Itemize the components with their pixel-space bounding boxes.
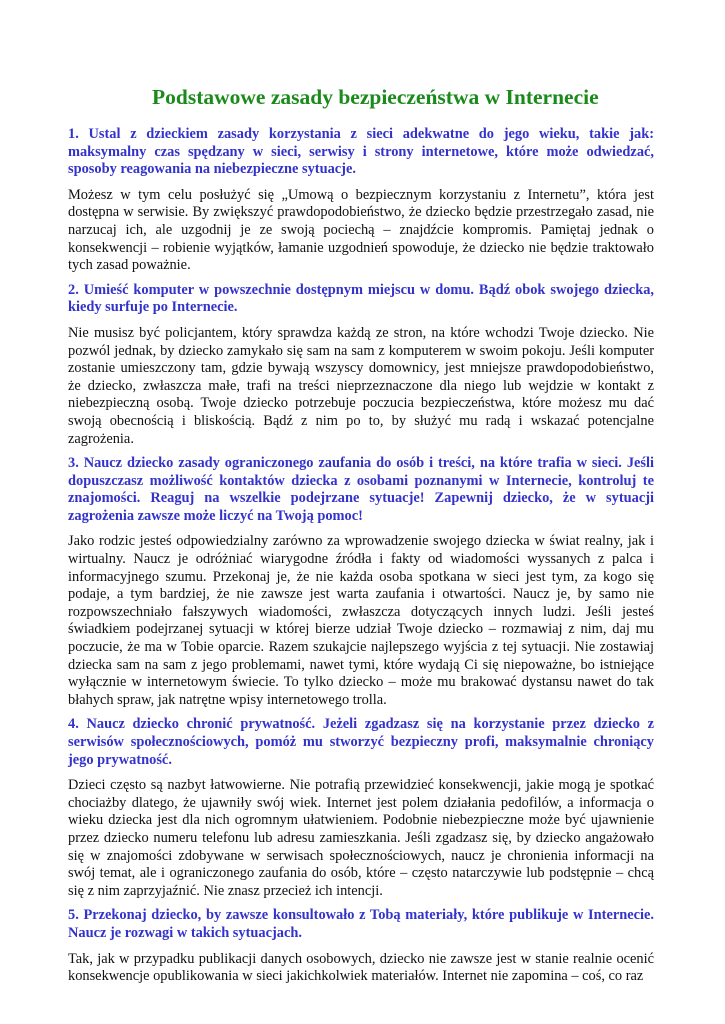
section-heading: 2. Umieść komputer w powszechnie dostępnym miejscu w domu. Bądź obok swojego dziecka, kiedy surfuje po Internecie. bbox=[68, 281, 654, 316]
section-body: Nie musisz być policjantem, który sprawdza każdą ze stron, na które wchodzi Twoje dziecko. Nie pozwól jednak, by dziecko zamykało się sam na sam z komputerem w swoim pokoju. Jeśli komputer zostanie umieszczony tam, gdzie bywają wszyscy domownicy, jest mniejsze prawdopodobieństwo, że dziecko, zwłaszcza małe, trafi na treści nieprzeznaczone dla niego lub wejdzie w kontakt z niebezpieczną osobą. Twoje dziecko potrzebuje poczucia bezpieczeństwa, które możesz mu dać swoją obecnością i bliskością. Bądź z nim po to, by służyć mu radą i wskazać potencjalne zagrożenia. bbox=[68, 324, 654, 447]
section-body: Tak, jak w przypadku publikacji danych osobowych, dziecko nie zawsze jest w stanie realnie ocenić konsekwencje opublikowania w sieci jakichkolwiek materiałów. Internet nie zapomina – coś, co raz bbox=[68, 950, 654, 985]
section-body: Dzieci często są nazbyt łatwowierne. Nie potrafią przewidzieć konsekwencji, jakie mogą je spotkać chociażby dlatego, że ujawniły swój wiek. Internet jest polem działania pedofilów, a informacja o wieku dziecka jest dla nich ogromnym ułatwieniem. Podobnie niebezpieczne może być ujawnienie przez dziecko numeru telefonu lub adresu zamieszkania. Jeśli zgadzasz się, by dziecko angażowało się w znajomości zdobywane w serwisach społecznościowych, naucz je chronienia informacji na swój temat, ale i ograniczonego zaufania do osób, które – często natarczywie lub podstępnie – chcą się z nim zaprzyjaźnić. Nie znasz przecież ich intencji. bbox=[68, 777, 654, 899]
section-3 bbox=[68, 455, 654, 709]
section-5 bbox=[68, 907, 654, 985]
section-heading: 4. Naucz dziecko chronić prywatność. Jeżeli zgadzasz się na korzystanie przez dziecko z serwisów społecznościowych, pomóż mu stworzyć bezpieczny profi, maksymalnie chroniący jego prywatność. bbox=[68, 716, 654, 768]
page-title: Podstawowe zasady bezpieczeństwa w Internecie bbox=[152, 85, 599, 109]
section-body: Możesz w tym celu posłużyć się „Umową o bezpiecznym korzystaniu z Internetu”, która jest dostępna w serwisie. By zwiększyć prawdopodobieństwo, że dziecko będzie przestrzegało zasad, nie narzucaj ich, ale uzgodnij je ze swoją pociechą – znajdźcie kompromis. Pamiętaj jednak o konsekwencji – robienie wyjątków, łamanie uzgodnień spowoduje, że dziecko nie będzie traktowało tych zasad poważnie. bbox=[68, 186, 654, 274]
section-heading: 3. Naucz dziecko zasady ograniczonego zaufania do osób i treści, na które trafia w sieci. Jeśli dopuszczasz możliwość kontaktów dziecka z osobami poznanymi w Internecie, kontroluj te znajomości. Reaguj na wszelkie podejrzane sytuacje! Zapewnij dziecko, że w sytuacji zagrożenia zawsze może liczyć na Twoją pomoc! bbox=[68, 455, 654, 524]
document-page bbox=[68, 84, 654, 993]
section-4 bbox=[68, 716, 654, 900]
section-body: Jako rodzic jesteś odpowiedzialny zarówno za wprowadzenie swojego dziecka w świat realny, jak i wirtualny. Naucz je odróżniać wiarygodne źródła i fakty od wiadomości wyssanych z palca i informacyjnego szumu. Przekonaj je, że nie każda osoba spotkana w sieci jest tym, za kogo się podaje, a tym bardziej, że nie zawsze jest warta zaufania i otwartości. Naucz je, by samo nie rozpowszechniało fałszywych wiadomości, zwłaszcza dotyczących innych ludzi. Jeśli jesteś świadkiem podejrzanej sytuacji w której bierze udział Twoje dziecko – rozmawiaj z nim, daj mu poczucie, że ma w Tobie oparcie. Razem szukajcie najlepszego wyjścia z tej sytuacji. Nie zostawiaj dziecka sam na sam z jego problemami, nawet tymi, które wydają Ci się niepoważne, bo istniejące wyłącznie w internetowym świecie. To tylko dziecko – może mu brakować dystansu nawet do tak błahych spraw, jak natrętne wpisy internetowego trolla. bbox=[68, 533, 654, 708]
section-1 bbox=[68, 126, 654, 275]
section-2 bbox=[68, 282, 654, 448]
section-heading: 1. Ustal z dzieckiem zasady korzystania z sieci adekwatne do jego wieku, takie jak: maksymalny czas spędzany w sieci, serwisy i strony internetowe, które może odwiedzać, sposoby reagowania na niebezpieczne sytuacje. bbox=[68, 126, 654, 178]
section-heading: 5. Przekonaj dziecko, by zawsze konsultowało z Tobą materiały, które publikuje w Internecie. Naucz je rozwagi w takich sytuacjach. bbox=[68, 907, 654, 941]
